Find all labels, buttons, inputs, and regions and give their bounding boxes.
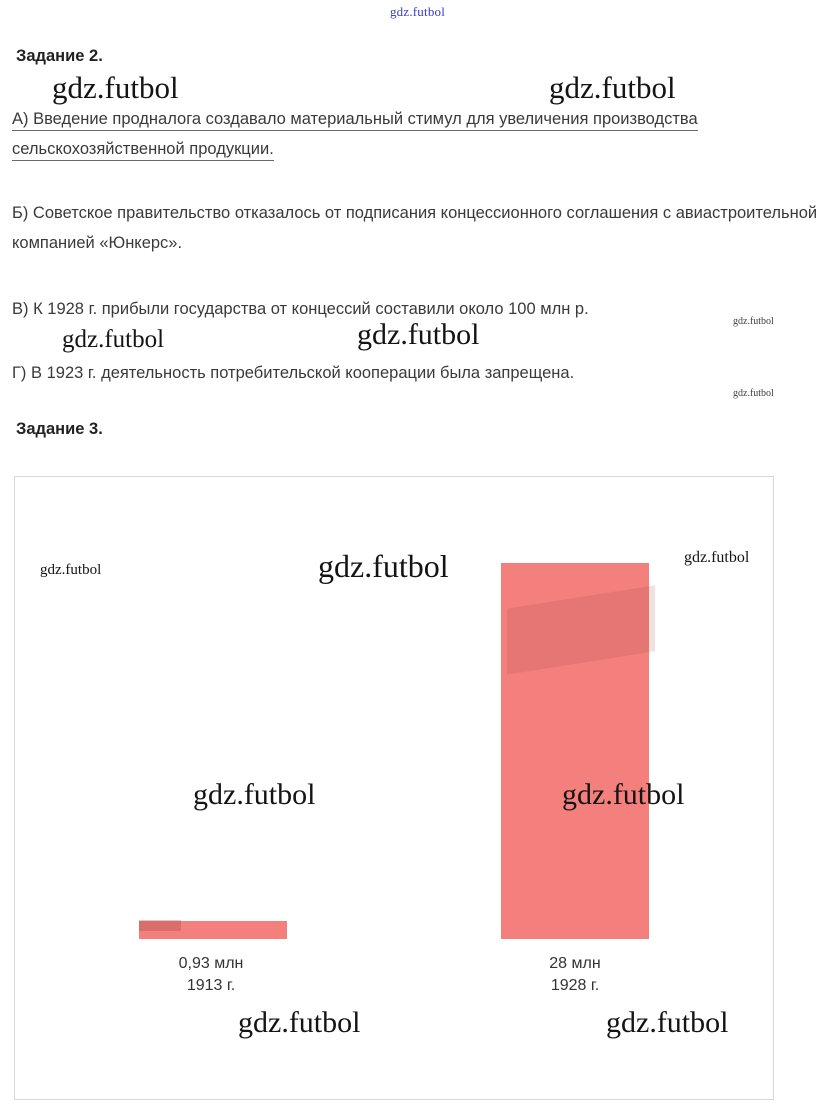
bar-1928-value: 28 млн bbox=[549, 955, 601, 972]
watermark-2: gdz.futbol bbox=[549, 70, 676, 105]
watermark-1: gdz.futbol bbox=[52, 70, 179, 105]
watermark-7: gdz.futbol bbox=[40, 562, 102, 578]
watermark-4: gdz.futbol bbox=[357, 318, 480, 351]
watermark-8: gdz.futbol bbox=[318, 548, 449, 584]
bar-1913-label bbox=[111, 953, 311, 997]
chart-plot-area bbox=[15, 477, 773, 1099]
watermark-5: gdz.futbol bbox=[733, 316, 774, 327]
watermark-12: gdz.futbol bbox=[238, 1006, 361, 1039]
paragraph-b: Б) Советское правительство отказалось от подписания концессионного соглашения с авиастроительной компанией «Юнкерс». bbox=[12, 204, 818, 252]
bar-1928-category: 1928 г. bbox=[550, 977, 600, 994]
watermark-13: gdz.futbol bbox=[606, 1006, 729, 1039]
paragraph-a-text: А) Введение продналога создавало материальный стимул для увеличения производства сельскохозяйственной продукции. bbox=[12, 110, 698, 161]
bar-chart bbox=[14, 476, 774, 1100]
watermark-10: gdz.futbol bbox=[193, 778, 316, 811]
watermark-11: gdz.futbol bbox=[562, 778, 685, 811]
bar-1913-value: 0,93 млн bbox=[178, 955, 244, 972]
bar-1913-highlight bbox=[139, 920, 181, 931]
watermark-3: gdz.futbol bbox=[62, 326, 165, 353]
task-2-heading: Задание 2. bbox=[16, 47, 103, 65]
watermark-6: gdz.futbol bbox=[733, 388, 774, 399]
paragraph-g: Г) В 1923 г. деятельность потребительской кооперации была запрещена. bbox=[12, 364, 575, 382]
paragraph-v: В) К 1928 г. прибыли государства от концессий составили около 100 млн р. bbox=[12, 300, 589, 318]
paragraph-a bbox=[12, 104, 824, 164]
task-3-heading: Задание 3. bbox=[16, 420, 103, 438]
bar-1928-label bbox=[475, 953, 675, 997]
watermark-top: gdz.futbol bbox=[389, 4, 446, 19]
bar-1913-category: 1913 г. bbox=[186, 977, 236, 994]
watermark-9: gdz.futbol bbox=[684, 549, 750, 566]
